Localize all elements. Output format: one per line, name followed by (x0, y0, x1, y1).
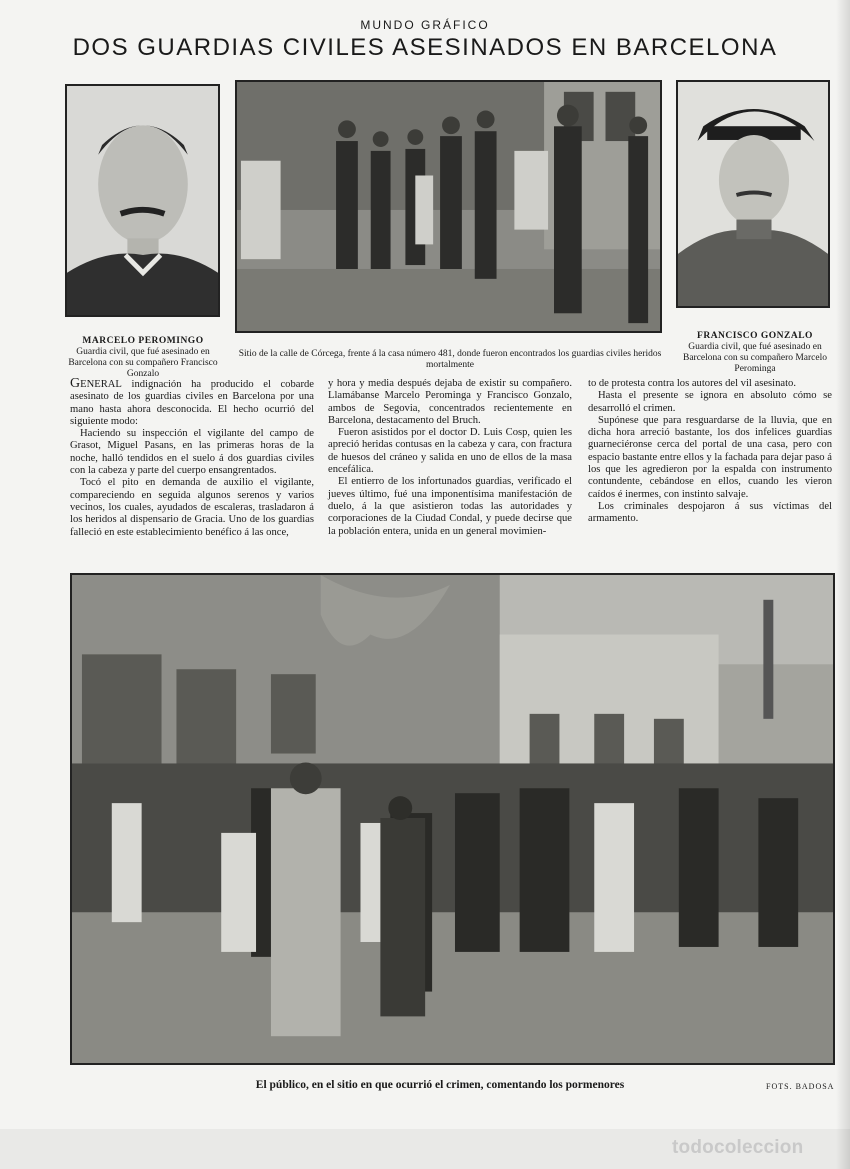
article-paragraph: Los criminales despojaron á sus víctimas del armamento. (588, 500, 832, 525)
scan-edge-shadow (836, 0, 850, 1169)
article-paragraph: Tocó el pito en demanda de auxilio el vigilante, compareciendo en seguida algunos serenos y varios vecinos, los cuales, ayudados de escaleras, trasladaron á los heridos al dispensario de Gracia. Uno de los guardias falleció en este establecimiento benéfico á las once, (70, 477, 314, 538)
headline: DOS GUARDIAS CIVILES ASESINADOS EN BARCELONA (72, 34, 778, 61)
article-column-2 (328, 378, 572, 538)
caption-right-name: FRANCISCO GONZALO (697, 331, 813, 341)
portrait-photo-left (65, 84, 220, 317)
article-paragraph: Supónese que para resguardarse de la lluvia, que en dicha hora arreció bastante, los dos infelices guardias guarneciéronse cerca del portal de una casa, pero con espacio bastante entre ellos y la fachada para dejar paso á los que les agredieron por la espalda con instrumento contundente, cebándose en ellos, cuando les vieron caídos é inermes, con instinto salvaje. (588, 414, 832, 500)
article-column-3 (588, 378, 832, 526)
caption-left-name: MARCELO PEROMINGO (82, 336, 204, 346)
street-photo (235, 80, 662, 333)
paragraph-text: indignación ha producido el cobarde asesinato de los guardias civiles en Barcelona por una mano hasta ahora desconocida. El hecho ocurrió del siguiente modo: (70, 379, 314, 427)
article-column-1 (70, 378, 314, 539)
article-paragraph: y hora y media después dejaba de existir su compañero. Llamábanse Marcelo Perominga y Francisco Gonzalo, ambos de Segovia, concentrados recientemente en Barcelona, destacamento del Bruch. (328, 378, 572, 426)
caption-left-portrait (58, 336, 228, 380)
article-paragraph (70, 378, 314, 428)
caption-left-text: Guardia civil, que fué asesinado en Barcelona con su compañero Francisco Gonzalo (68, 347, 218, 379)
article-paragraph: El entierro de los infortunados guardias, verificado el jueves último, fué una imponentísima manifestación de duelo, á la que asistieron todas las autoridades y corporaciones de la Ciudad Condal, y puede decirse que la población entera, unida en un general movimien- (328, 476, 572, 537)
article-paragraph: Hasta el presente se ignora en absoluto cómo se desarrolló el crimen. (588, 390, 832, 414)
magazine-title: MUNDO GRÁFICO (360, 18, 490, 32)
caption-crowd-photo: El público, en el sitio en que ocurrió el crimen, comentando los pormenores (255, 1079, 625, 1091)
crowd-photo (70, 573, 835, 1065)
caption-street-photo: Sitio de la calle de Córcega, frente á la casa número 481, donde fueron encontrados los guardias civiles heridos mortalmente (238, 349, 662, 370)
article-paragraph: Fueron asistidos por el doctor D. Luis Cosp, quien les apreció heridas contusas en la cabeza y cara, con fractura de huesos del cráneo y salida en uno de ellos de la masa encefálica. (328, 427, 572, 476)
article-paragraph: Haciendo su inspección el vigilante del campo de Grasot, Miguel Pasans, en las primeras horas de la noche, halló tendidos en el suelo á dos guardias civiles con la cabeza y parte del cuerpo ensangrentados. (70, 428, 314, 477)
smallcaps-word: ENERAL (80, 379, 122, 390)
watermark: todocoleccion (672, 1137, 804, 1158)
caption-right-text: Guardia civil, que fué asesinado en Barcelona con su compañero Marcelo Perominga (682, 342, 828, 374)
dropcap: G (70, 376, 81, 391)
photo-credit: FOTS. BADOSA (766, 1082, 835, 1091)
portrait-photo-right (676, 80, 830, 308)
article-paragraph: to de protesta contra los autores del vil asesinato. (588, 378, 796, 389)
caption-right-portrait (672, 331, 838, 375)
